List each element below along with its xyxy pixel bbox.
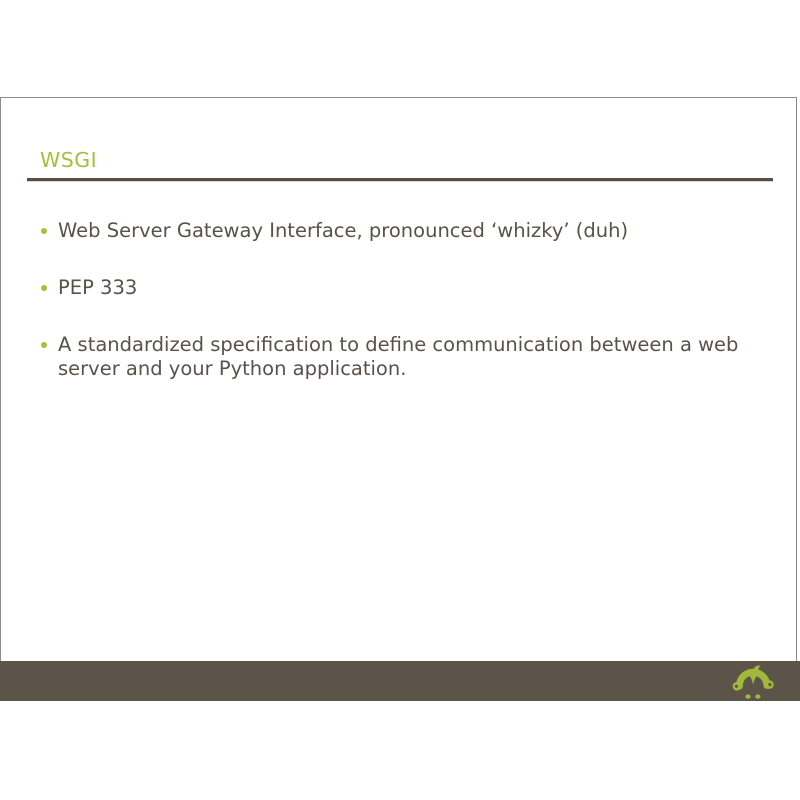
bullet-item	[40, 333, 771, 381]
footer-bar	[0, 661, 800, 701]
bullet-dot-icon	[41, 228, 47, 234]
bullet-item	[40, 219, 771, 243]
bullet-item	[40, 276, 771, 300]
bullet-dot-icon	[41, 285, 47, 291]
slide-title: WSGI	[40, 148, 98, 172]
surveymonkey-logo-icon	[730, 664, 778, 700]
bullet-dot-icon	[41, 342, 47, 348]
bullet-text: A standardized specification to define communication between a web server and your Python application.	[58, 333, 739, 380]
title-rule	[27, 178, 773, 182]
slide	[0, 97, 797, 701]
bullet-list	[40, 219, 771, 414]
bullet-text: Web Server Gateway Interface, pronounced ‘whizky’ (duh)	[58, 219, 629, 242]
bullet-text: PEP 333	[58, 276, 138, 299]
